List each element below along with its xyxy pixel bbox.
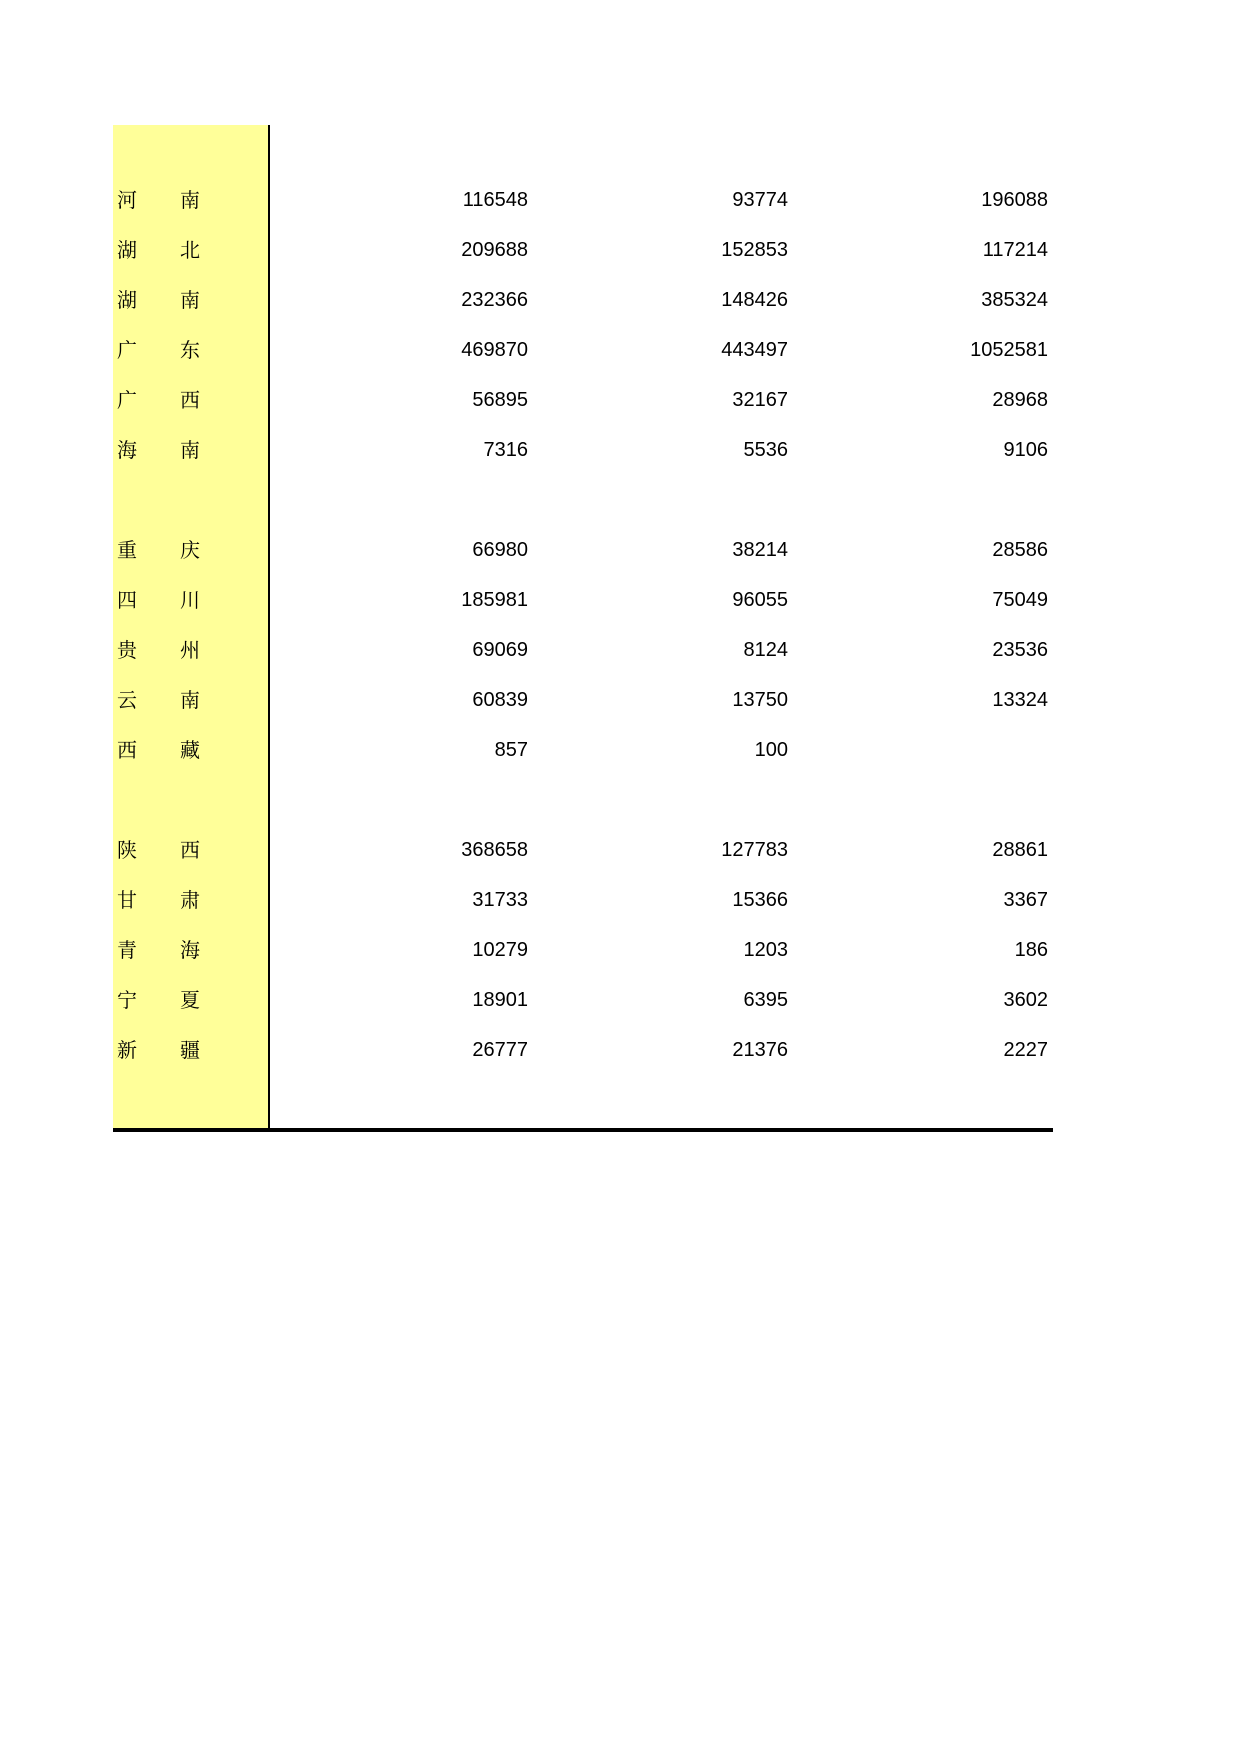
value-col-2: 148426 (721, 289, 788, 311)
value-col-3: 75049 (992, 589, 1048, 611)
value-col-2: 1203 (743, 939, 788, 961)
region-name-char-1: 青 (117, 938, 137, 962)
table-row (113, 675, 1053, 725)
value-col-1: 232366 (461, 289, 528, 311)
region-name-char-2: 藏 (180, 738, 200, 762)
value-col-2: 6395 (743, 989, 788, 1011)
region-name-char-2: 东 (180, 338, 200, 362)
region-name-char-2: 州 (180, 638, 200, 662)
region-name-char-1: 甘 (117, 888, 137, 912)
value-col-1: 18901 (472, 989, 528, 1011)
region-name-char-1: 宁 (117, 988, 137, 1012)
value-col-3: 28586 (992, 539, 1048, 561)
value-col-3: 23536 (992, 639, 1048, 661)
value-col-2: 5536 (743, 439, 788, 461)
value-col-3: 28968 (992, 389, 1048, 411)
value-col-2: 13750 (732, 689, 788, 711)
region-name-char-2: 西 (180, 838, 200, 862)
table-row (113, 875, 1053, 925)
value-col-3: 196088 (981, 189, 1048, 211)
region-name-char-1: 四 (117, 588, 137, 612)
value-col-1: 7316 (483, 439, 528, 461)
value-col-1: 185981 (461, 589, 528, 611)
region-name-char-1: 西 (117, 738, 137, 762)
table-row (113, 975, 1053, 1025)
data-table (113, 125, 1053, 1131)
value-col-2: 100 (754, 739, 788, 761)
table-row (113, 425, 1053, 475)
value-col-1: 66980 (472, 539, 528, 561)
value-col-1: 56895 (472, 389, 528, 411)
region-name-char-2: 肃 (180, 888, 200, 912)
value-col-1: 469870 (461, 339, 528, 361)
value-col-1: 26777 (472, 1039, 528, 1061)
table-bottom-rule (113, 1128, 1053, 1132)
table-row (113, 375, 1053, 425)
table-row (113, 575, 1053, 625)
value-col-3: 385324 (981, 289, 1048, 311)
table-row (113, 225, 1053, 275)
value-col-1: 209688 (461, 239, 528, 261)
region-name-char-2: 西 (180, 388, 200, 412)
region-name-char-2: 北 (180, 238, 200, 262)
region-name-char-1: 重 (117, 538, 137, 562)
value-col-3: 28861 (992, 839, 1048, 861)
region-name-char-2: 南 (180, 438, 200, 462)
value-col-1: 60839 (472, 689, 528, 711)
table-row (113, 525, 1053, 575)
value-col-2: 21376 (732, 1039, 788, 1061)
value-col-2: 443497 (721, 339, 788, 361)
region-name-char-1: 湖 (117, 288, 137, 312)
table-row (113, 925, 1053, 975)
value-col-3: 9106 (1003, 439, 1048, 461)
value-col-3: 13324 (992, 689, 1048, 711)
table-row (113, 725, 1053, 775)
table-row (113, 1025, 1053, 1075)
region-name-char-2: 庆 (180, 538, 200, 562)
value-col-3: 117214 (982, 239, 1048, 261)
value-col-2: 8124 (743, 639, 788, 661)
value-col-3: 186 (1014, 939, 1048, 961)
value-col-2: 96055 (732, 589, 788, 611)
value-col-1: 368658 (461, 839, 528, 861)
value-col-3: 1052581 (970, 339, 1048, 361)
value-col-3: 2227 (1003, 1039, 1048, 1061)
region-name-char-1: 广 (117, 388, 137, 412)
region-name-char-2: 南 (180, 688, 200, 712)
value-col-2: 15366 (732, 889, 788, 911)
region-name-char-1: 广 (117, 338, 137, 362)
value-col-2: 32167 (732, 389, 788, 411)
table-row (113, 175, 1053, 225)
value-col-3: 3602 (1003, 989, 1048, 1011)
table-row (113, 325, 1053, 375)
value-col-1: 10279 (472, 939, 528, 961)
value-col-3: 3367 (1003, 889, 1048, 911)
region-name-char-1: 海 (117, 438, 137, 462)
region-name-char-2: 海 (180, 938, 200, 962)
table-row (113, 825, 1053, 875)
region-name-char-2: 疆 (180, 1038, 200, 1062)
value-col-1: 69069 (472, 639, 528, 661)
table-row (113, 625, 1053, 675)
value-col-1: 116548 (462, 189, 528, 211)
value-col-2: 152853 (721, 239, 788, 261)
region-name-char-1: 新 (117, 1038, 137, 1062)
value-col-1: 857 (494, 739, 528, 761)
value-col-2: 127783 (721, 839, 788, 861)
table-row (113, 275, 1053, 325)
region-name-char-2: 南 (180, 288, 200, 312)
region-name-char-2: 南 (180, 188, 200, 212)
region-name-char-1: 云 (117, 688, 137, 712)
region-name-char-1: 陕 (117, 838, 137, 862)
region-name-char-1: 湖 (117, 238, 137, 262)
region-name-char-1: 河 (117, 188, 137, 212)
value-col-2: 38214 (732, 539, 788, 561)
region-name-char-2: 川 (180, 588, 200, 612)
region-name-char-1: 贵 (117, 638, 137, 662)
value-col-1: 31733 (472, 889, 528, 911)
value-col-2: 93774 (732, 189, 788, 211)
region-name-char-2: 夏 (180, 988, 200, 1012)
